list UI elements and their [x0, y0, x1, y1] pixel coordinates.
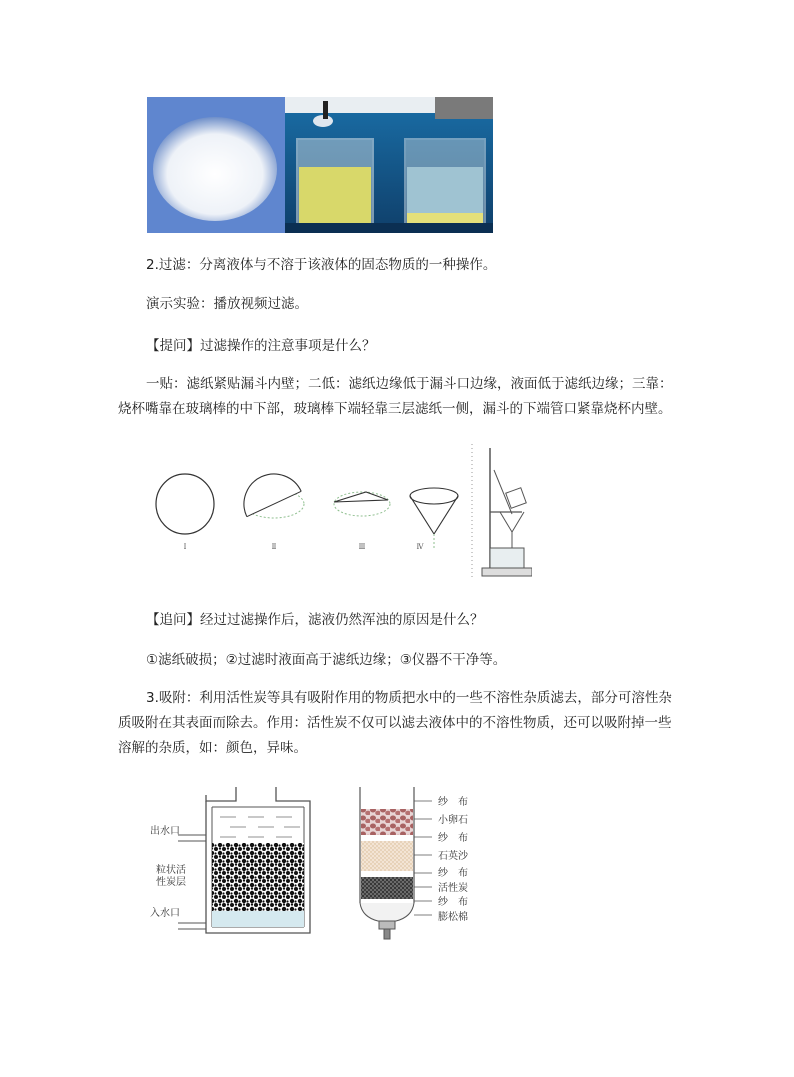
- pebble-label: 小卵石: [438, 815, 468, 826]
- cotton-label: 膨松棉: [438, 912, 468, 923]
- gauze-label-3: 纱 布: [438, 868, 468, 879]
- gauze-label-1: 纱 布: [438, 797, 468, 808]
- pebble-layer: [361, 809, 413, 835]
- step-3-quarter-fold: [334, 492, 390, 551]
- quartz-sand-label: 石英沙: [438, 851, 468, 862]
- filtration-question: 【提问】过滤操作的注意事项是什么？: [146, 338, 376, 354]
- filtration-apparatus: [472, 444, 532, 578]
- carbon-layer-label-1: 粒状活: [156, 865, 186, 876]
- step-3-label: Ⅲ: [358, 543, 366, 551]
- activated-carbon-layer: [212, 843, 304, 911]
- followup-question: 【追问】经过过滤操作后，滤液仍然浑浊的原因是什么？: [146, 612, 484, 628]
- inlet-label: 入水口: [150, 908, 180, 919]
- carbon-layer-label-2: 性炭层: [156, 877, 186, 888]
- adsorption-text: 3.吸附：利用活性炭等具有吸附作用的物质把水中的一些不溶性杂质滤去，部分可溶性杂质吸附在其表面而除去。作用：活性炭不仅可以滤去液体中的不溶性物质，还可以吸附掉一些溶解的杂质，如：颜色，异味。: [118, 690, 672, 756]
- step-4-label: Ⅳ: [416, 543, 424, 551]
- quartz-sand-layer: [361, 841, 413, 871]
- activated-carbon-column-layer: [361, 877, 413, 899]
- step-1-label: Ⅰ: [183, 543, 187, 551]
- crystal-beaker-photo: [147, 97, 493, 233]
- gauze-label-4: 纱 布: [438, 897, 468, 908]
- gauze-label-2: 纱 布: [438, 833, 468, 844]
- activated-carbon-label: 活性炭: [438, 883, 468, 894]
- outlet-label: 出水口: [150, 826, 180, 837]
- demo-experiment: 演示实验：播放视频过滤。: [146, 296, 308, 312]
- water-layer: [212, 911, 304, 927]
- filtration-answer: 一贴：滤纸紧贴漏斗内壁；二低：滤纸边缘低于漏斗口边缘，液面低于滤纸边缘；三靠：烧杯嘴靠在玻璃棒的中下部，玻璃棒下端轻靠三层滤纸一侧，漏斗的下端管口紧靠烧杯内壁。: [118, 376, 673, 417]
- crystal-pile: [153, 117, 277, 221]
- followup-answer: ①滤纸破损；②过滤时液面高于滤纸边缘；③仪器不干净等。: [146, 652, 507, 668]
- layered-filter-column: [360, 787, 469, 939]
- step-1-circle: [156, 474, 214, 551]
- carbon-filter-tank: [150, 787, 310, 933]
- step-4-funnel: [410, 488, 458, 551]
- step-2-label: Ⅱ: [271, 543, 277, 551]
- beaker-clear: [405, 139, 485, 225]
- beaker-yellow: [297, 139, 373, 225]
- step-2-half-fold: [234, 464, 304, 551]
- water-filter-diagrams: [150, 783, 490, 943]
- filter-paper-folding-diagram: [152, 444, 532, 584]
- filtration-definition: 2.过滤：分离液体与不溶于该液体的固态物质的一种操作。: [146, 257, 497, 273]
